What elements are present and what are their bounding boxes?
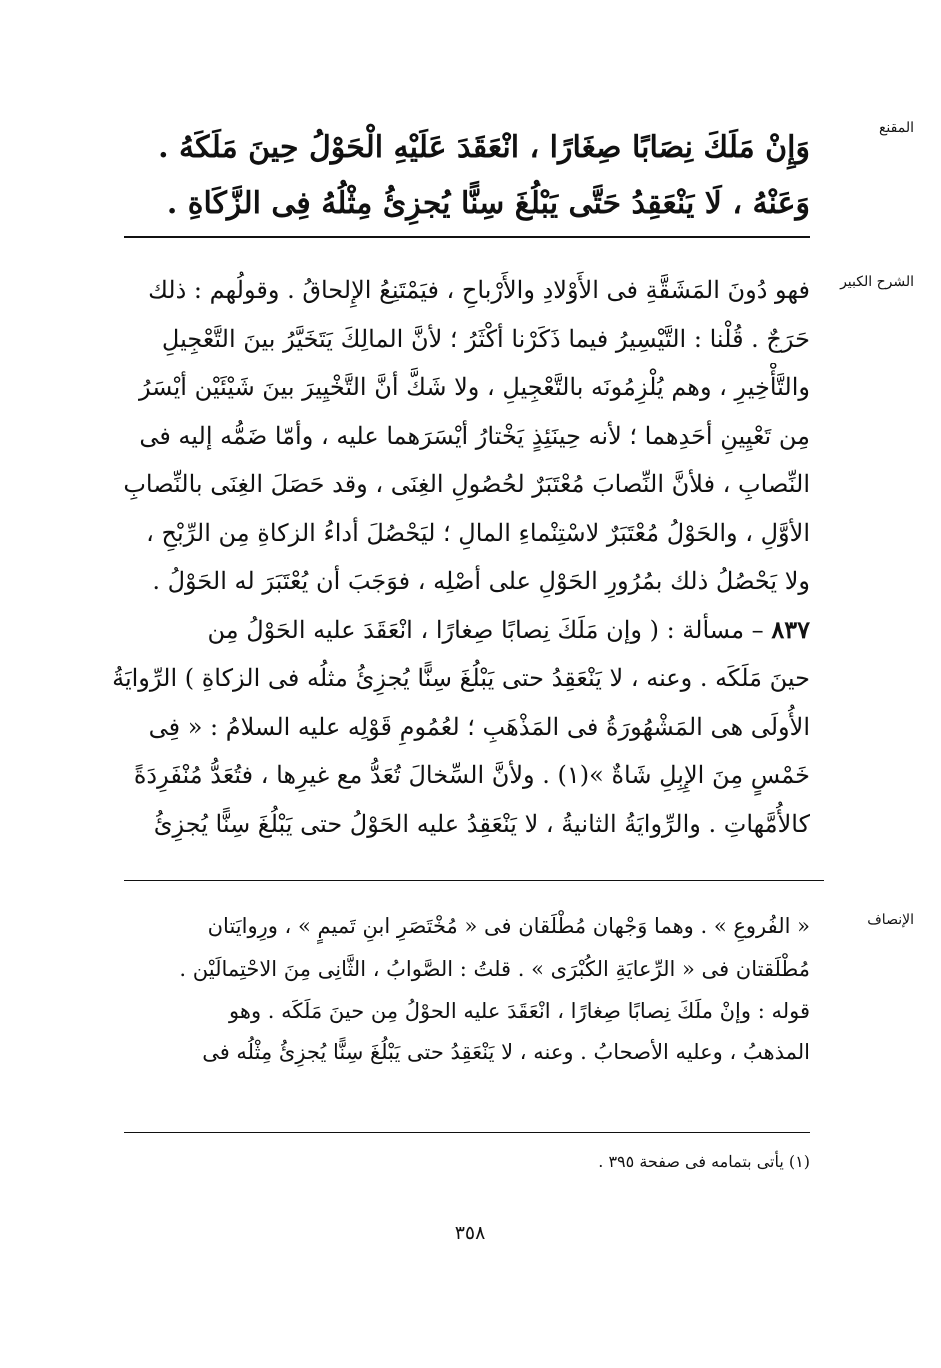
section-divider: [124, 880, 824, 881]
issue-line: حينَ مَلَكَه . وعنه ، لا يَنْعَقِدُ حتى يَبْلُغَ سِنًّا يُجزِئُ مثلُه فى الزكاةِ ) الرِّوايَةُ: [112, 664, 810, 692]
section-label-muqni: المقنع: [878, 120, 914, 136]
sharh-line: النِّصابِ ، فلأنَّ النِّصابَ مُعْتَبَرٌ لحُصُولِ الغِنَى ، وقد حَصَلَ الغِنَى بالنِّصابِ: [123, 470, 810, 498]
issue-line: كالأُمَّهاتِ . والرِّوايَةُ الثانيةُ ، لا يَنْعَقِدُ عليه الحَوْلُ حتى يَبْلُغَ سِنًّا يُجزِئُ: [153, 809, 810, 838]
issue-line: خَمْسٍ مِنَ الإِبِلِ شَاةٌ »(١) . ولأنَّ السِّخالَ تُعَدُّ مع غيرِها ، فتُعَدُّ مُنْفَرِدَةً: [133, 761, 810, 789]
muqni-text: [110, 120, 810, 232]
insaf-line: مُطْلَقتان فى « الرِّعايَةِ الكُبْرَى » . قلتُ : الصَّوابُ ، الثَّانِى مِنَ الاحْتِمالَيْن .: [179, 957, 810, 981]
issue-line: الأُولَى هى المَشْهُورَةُ فى المَذْهَبِ ؛ لعُمُومِ قَوْلِه عليه السلامُ : « فِى: [148, 712, 810, 741]
footnote: (١) يأتى بتمامه فى صفحة ٣٩٥ .: [598, 1152, 810, 1171]
insaf-text: [110, 906, 810, 1073]
muqni-line: وَإِنْ مَلَكَ نِصَابًا صِغَارًا ، انْعَقَدَ عَلَيْهِ الْحَوْلُ حِينَ مَلَكَهُ .: [158, 130, 810, 165]
sharh-text: [110, 266, 810, 848]
page-number: ٣٥٨: [454, 1222, 486, 1244]
issue-first-line: [110, 606, 810, 655]
insaf-line: قوله : وإنْ ملَكَ نِصابًا صِغارًا ، انْعَقَدَ عليه الحوْلُ مِن حينَ مَلَكَه . وهو: [229, 999, 810, 1023]
section-divider: [124, 236, 810, 238]
sharh-line: فهو دُونَ المَشَقَّةِ فى الأَوْلادِ والأَرْباحِ ، فيَمْتَنِعُ الإِلحاقُ . وقولُهم : ذلك: [148, 276, 810, 304]
section-label-sharh: الشرح الكبير: [840, 274, 914, 290]
insaf-line: المذهبُ ، وعليه الأصحابُ . وعنه ، لا يَنْعَقِدُ حتى يَبْلُغَ سِنًّا يُجزِئُ مِثْلُه فى: [202, 1040, 810, 1064]
sharh-line: ولا يَحْصُلُ ذلك بمُرُورِ الحَوْلِ على أصْلِه ، فوَجَبَ أن يُعْتَبَرَ له الحَوْلُ .: [152, 567, 810, 595]
insaf-line: « الفُروعِ » . وهما وَجْهان مُطْلَقان فى « مُخْتَصَرِ ابنِ تَميمٍ » ، ورِوايَتان: [207, 914, 810, 938]
footnote-divider: [124, 1132, 810, 1133]
sharh-line: مِن تَعْيِينِ أحَدِهما ؛ لأنه حِينَئِذٍ يَخْتارُ أيْسَرَهما عليه ، وأمّا ضَمُّه إليه فى: [139, 421, 810, 450]
issue-line: – مسألة : ( وإن مَلَكَ نِصابًا صِغارًا ، انْعَقَدَ عليه الحَوْلُ مِن: [207, 615, 764, 644]
sharh-line: الأوَّلِ ، والحَوْلُ مُعْتَبَرٌ لاسْتِنْماءِ المالِ ؛ ليَحْصُلَ أداءُ الزكاةِ مِن الرِّبْحِ ،: [146, 518, 810, 547]
issue-number: ٨٣٧: [771, 614, 810, 644]
muqni-line: وَعَنْهُ ، لَا يَنْعَقِدُ حَتَّى يَبْلُغَ سِنًّا يُجزِئُ مِثْلُهُ فِى الزَّكَاةِ .: [166, 186, 810, 221]
section-label-insaf: الإنصاف: [867, 912, 914, 928]
sharh-line: والتَّأْخِيرِ ، وهم يُلْزِمُونَه بالتَّعْجِيلِ ، ولا شَكَّ أنَّ التَّخْيِيرَ بينَ شَيْئَيْن أيْسَرُ: [138, 373, 810, 401]
sharh-line: حَرَجٌ . قُلْنا : التَّيْسِيرُ فيما ذَكَرْنا أكْثَرُ ؛ لأنَّ المالِكَ يَتَخَيَّرُ بينَ التَّعْجِيلِ: [161, 324, 810, 353]
